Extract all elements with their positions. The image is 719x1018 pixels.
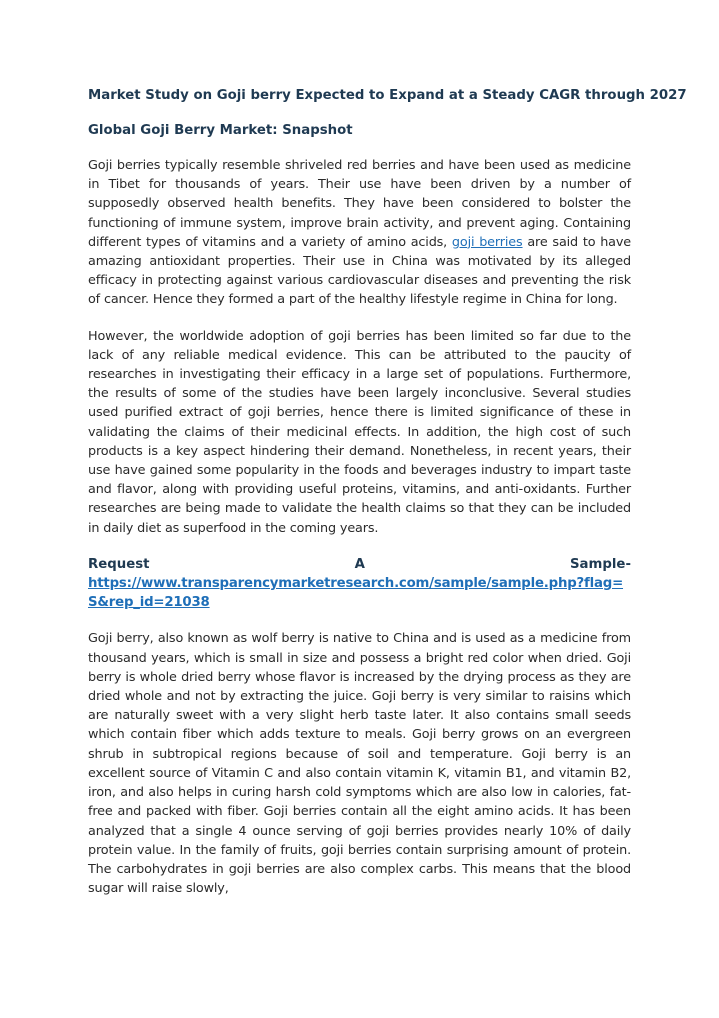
document-page	[88, 86, 687, 915]
paragraph-intro-text-a: Goji berries typically resemble shriveled red berries and have been used as medicine in Tibet for thousands of years. Their use have been driven by a number of supposedly observed health benefits. They have been considered to bolster the functioning of immune system, improve brain activity, and prevent aging. Containing different types of vitamins and a variety of amino acids,	[88, 158, 631, 250]
section-heading: Global Goji Berry Market: Snapshot	[88, 123, 353, 138]
request-sample-block	[88, 555, 631, 613]
request-word-2: A	[354, 556, 365, 572]
goji-berries-link[interactable]: goji berries	[451, 234, 523, 250]
paragraph-adoption: However, the worldwide adoption of goji berries has been limited so far due to the lack of any reliable medical evidence. This can be attributed to the paucity of researches in investigating their efficacy in a large set of populations. Furthermore, the results of some of the studies have been largely inconclusive. Several studies used purified extract of goji berries, hence there is limited significance of these in validating the claims of their medicinal effects. In addition, the high cost of such products is a key aspect hindering their demand. Nonetheless, in recent years, their use have gained some popularity in the foods and beverages industry to impart taste and flavor, along with providing useful proteins, vitamins, and anti-oxidants. Further researches are being made to validate the health claims so that they can be included in daily diet as superfood in the coming years.	[88, 328, 631, 536]
request-word-1: Request	[88, 556, 150, 572]
request-sample-label	[88, 555, 631, 574]
request-word-3: Sample-	[569, 556, 631, 572]
paragraph-intro-text-b: are said to have amazing antioxidant properties. Their use in China was motivated by its alleged efficacy in protecting against various cardiovascular diseases and preventing the risk of cancer. Hence they formed a part of the healthy lifestyle regime in China for long.	[88, 234, 631, 308]
paragraph-description: Goji berry, also known as wolf berry is native to China and is used as a medicine from thousand years, which is small in size and possess a bright red color when dried. Goji berry is whole dried berry whose flavor is increased by the drying process as they are dried whole and not by extracting the juice. Goji berry is very similar to raisins which are naturally sweet with a very slight herb taste later. It also contains small seeds which contain fiber which adds texture to meals. Goji berry grows on an evergreen shrub in subtropical regions because of soil and temperature. Goji berry is an excellent source of Vitamin C and also contain vitamin K, vitamin B1, and vitamin B2, iron, and also helps in curing harsh cold symptoms which are also low in calories, fat-free and packed with fiber. Goji berries contain all the eight amino acids. It has been analyzed that a single 4 ounce serving of goji berries provides nearly 10% of daily protein value. In the family of fruits, goji berries contain surprising amount of protein. The carbohydrates in goji berries are also complex carbs. This means that the blood sugar will raise slowly,	[88, 631, 631, 897]
document-title: Market Study on Goji berry Expected to Expand at a Steady CAGR through 2027	[88, 88, 687, 103]
sample-request-link[interactable]: https://www.transparencymarketresearch.com/sample/sample.php?flag=S&rep_id=21038	[88, 576, 624, 611]
paragraph-intro	[88, 156, 631, 310]
